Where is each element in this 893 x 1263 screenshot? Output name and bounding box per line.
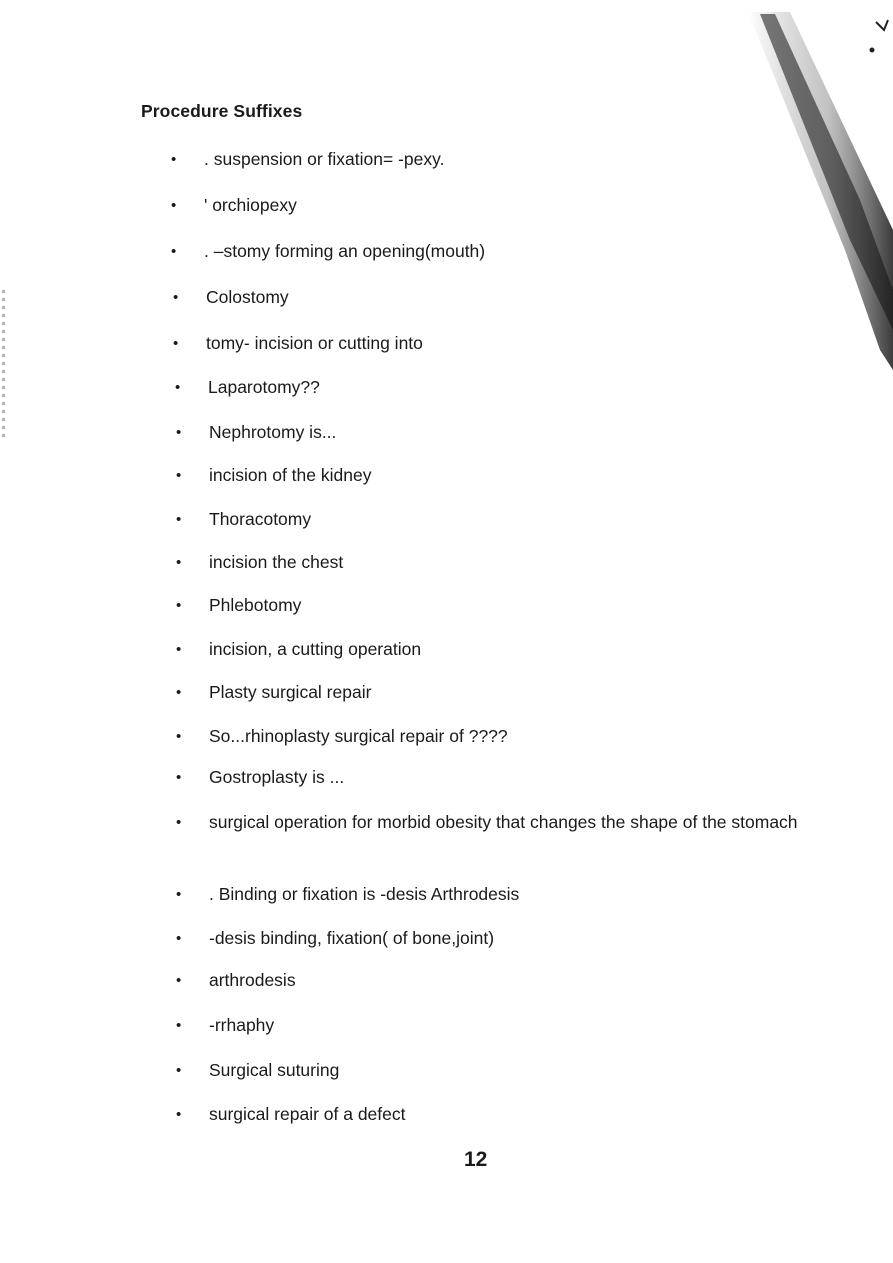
scan-left-edge-marks: [2, 290, 5, 440]
bullet-icon: •: [176, 930, 182, 947]
bullet-icon: •: [176, 511, 182, 528]
list-item-text: Laparotomy??: [208, 377, 320, 397]
list-item-text: incision the chest: [209, 552, 344, 572]
bullet-icon: •: [176, 597, 182, 614]
list-item-text: Nephrotomy is...: [209, 422, 337, 442]
bullet-icon: •: [176, 972, 182, 989]
bullet-icon: •: [176, 424, 182, 441]
page-heading: Procedure Suffixes: [141, 101, 303, 121]
list-item-text: ' orchiopexy: [204, 195, 297, 215]
list-item-text: . –stomy forming an opening(mouth): [204, 241, 486, 261]
list-item-text: incision, a cutting operation: [209, 639, 422, 659]
bullet-icon: •: [176, 641, 182, 658]
bullet-icon: •: [176, 554, 182, 571]
list-item-text: Thoracotomy: [209, 509, 312, 529]
bullet-icon: •: [171, 151, 177, 168]
list-item-text: Colostomy: [206, 287, 289, 307]
list-item-text: incision of the kidney: [209, 465, 372, 485]
bullet-icon: •: [176, 886, 182, 903]
bullet-icon: •: [176, 1106, 182, 1123]
bullet-icon: •: [175, 379, 181, 396]
bullet-icon: •: [173, 289, 179, 306]
list-item-text: Gostroplasty is ...: [209, 767, 345, 787]
bullet-icon: •: [173, 335, 179, 352]
list-item-text: surgical operation for morbid obesity that changes the shape of the stomach: [209, 812, 798, 832]
list-item-text: Surgical suturing: [209, 1060, 340, 1080]
bullet-icon: •: [176, 467, 182, 484]
bullet-icon: •: [176, 769, 182, 786]
page-number: 12: [464, 1148, 488, 1171]
bullet-icon: •: [176, 1017, 182, 1034]
bullet-icon: •: [176, 684, 182, 701]
list-item-text: Plasty surgical repair: [209, 682, 372, 702]
list-item-text: -desis binding, fixation( of bone,joint): [209, 928, 495, 948]
list-item-text: . Binding or fixation is -desis Arthrodesis: [209, 884, 520, 904]
bullet-icon: •: [176, 1062, 182, 1079]
list-item-text: -rrhaphy: [209, 1015, 275, 1035]
list-item-text: So...rhinoplasty surgical repair of ????: [209, 726, 508, 746]
list-item-text: tomy- incision or cutting into: [206, 333, 423, 353]
bullet-icon: •: [176, 814, 182, 831]
list-item-text: surgical repair of a defect: [209, 1104, 406, 1124]
list-item-text: arthrodesis: [209, 970, 296, 990]
list-item-text: . suspension or fixation= -pexy.: [204, 149, 445, 169]
bullet-icon: •: [171, 197, 177, 214]
list-item-text: Phlebotomy: [209, 595, 302, 615]
bullet-icon: •: [176, 728, 182, 745]
bullet-icon: •: [171, 243, 177, 260]
